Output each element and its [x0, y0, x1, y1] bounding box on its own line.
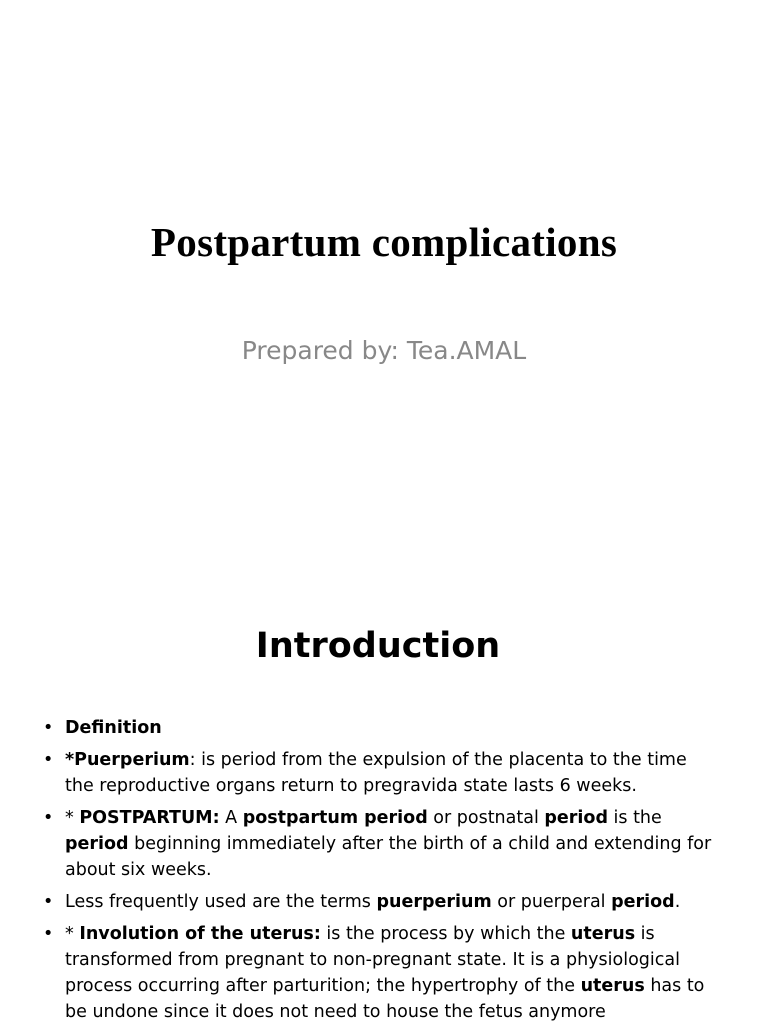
text-run: : is period from the expulsion of the placenta to the time the reproductive organs return to pregravida state lasts 6 weeks. — [65, 750, 687, 796]
text-run: is the — [607, 808, 662, 828]
bold-text: postpartum period — [242, 808, 428, 828]
bold-text: POSTPARTUM: — [79, 808, 220, 828]
text-run: beginning immediately after the birth of a child and extending for about six weeks. — [65, 834, 712, 880]
bold-text: Definition — [65, 718, 162, 738]
bold-text: period — [544, 808, 608, 828]
slide-title: Introduction — [255, 626, 501, 666]
text-run: . — [674, 892, 681, 912]
bullet-list — [43, 715, 718, 1031]
introduction-slide — [0, 578, 768, 1024]
bold-text: uterus — [570, 924, 636, 944]
text-run: or postnatal — [427, 808, 545, 828]
bold-text: period — [611, 892, 675, 912]
text-run: * — [65, 808, 80, 828]
text-run: has to be undone since it does not need to house the fetus anymore — [65, 976, 705, 1022]
bold-text: Involution of the uterus: — [79, 924, 321, 944]
bold-text: uterus — [580, 976, 645, 996]
presentation-title: Postpartum complications — [150, 219, 618, 265]
bold-text: *Puerperium — [65, 750, 190, 770]
text-run: is the process by which the — [320, 924, 571, 944]
bullet-item — [43, 921, 718, 1025]
presentation-subtitle: Prepared by: Tea.AMAL — [241, 336, 527, 365]
text-run: is transformed from pregnant to non-pregnant state. It is a physiological process occurring after parturition; the hypertrophy of the — [65, 924, 680, 996]
bullet-item — [43, 805, 718, 883]
text-run: * — [65, 924, 80, 944]
text-run: A — [219, 808, 243, 828]
bullet-item — [43, 747, 718, 799]
bold-text: period — [65, 834, 129, 854]
text-run: Less frequently used are the terms — [65, 892, 377, 912]
bold-text: puerperium — [376, 892, 492, 912]
bullet-item — [43, 715, 718, 741]
text-run: or puerperal — [491, 892, 612, 912]
bullet-item — [43, 889, 718, 915]
